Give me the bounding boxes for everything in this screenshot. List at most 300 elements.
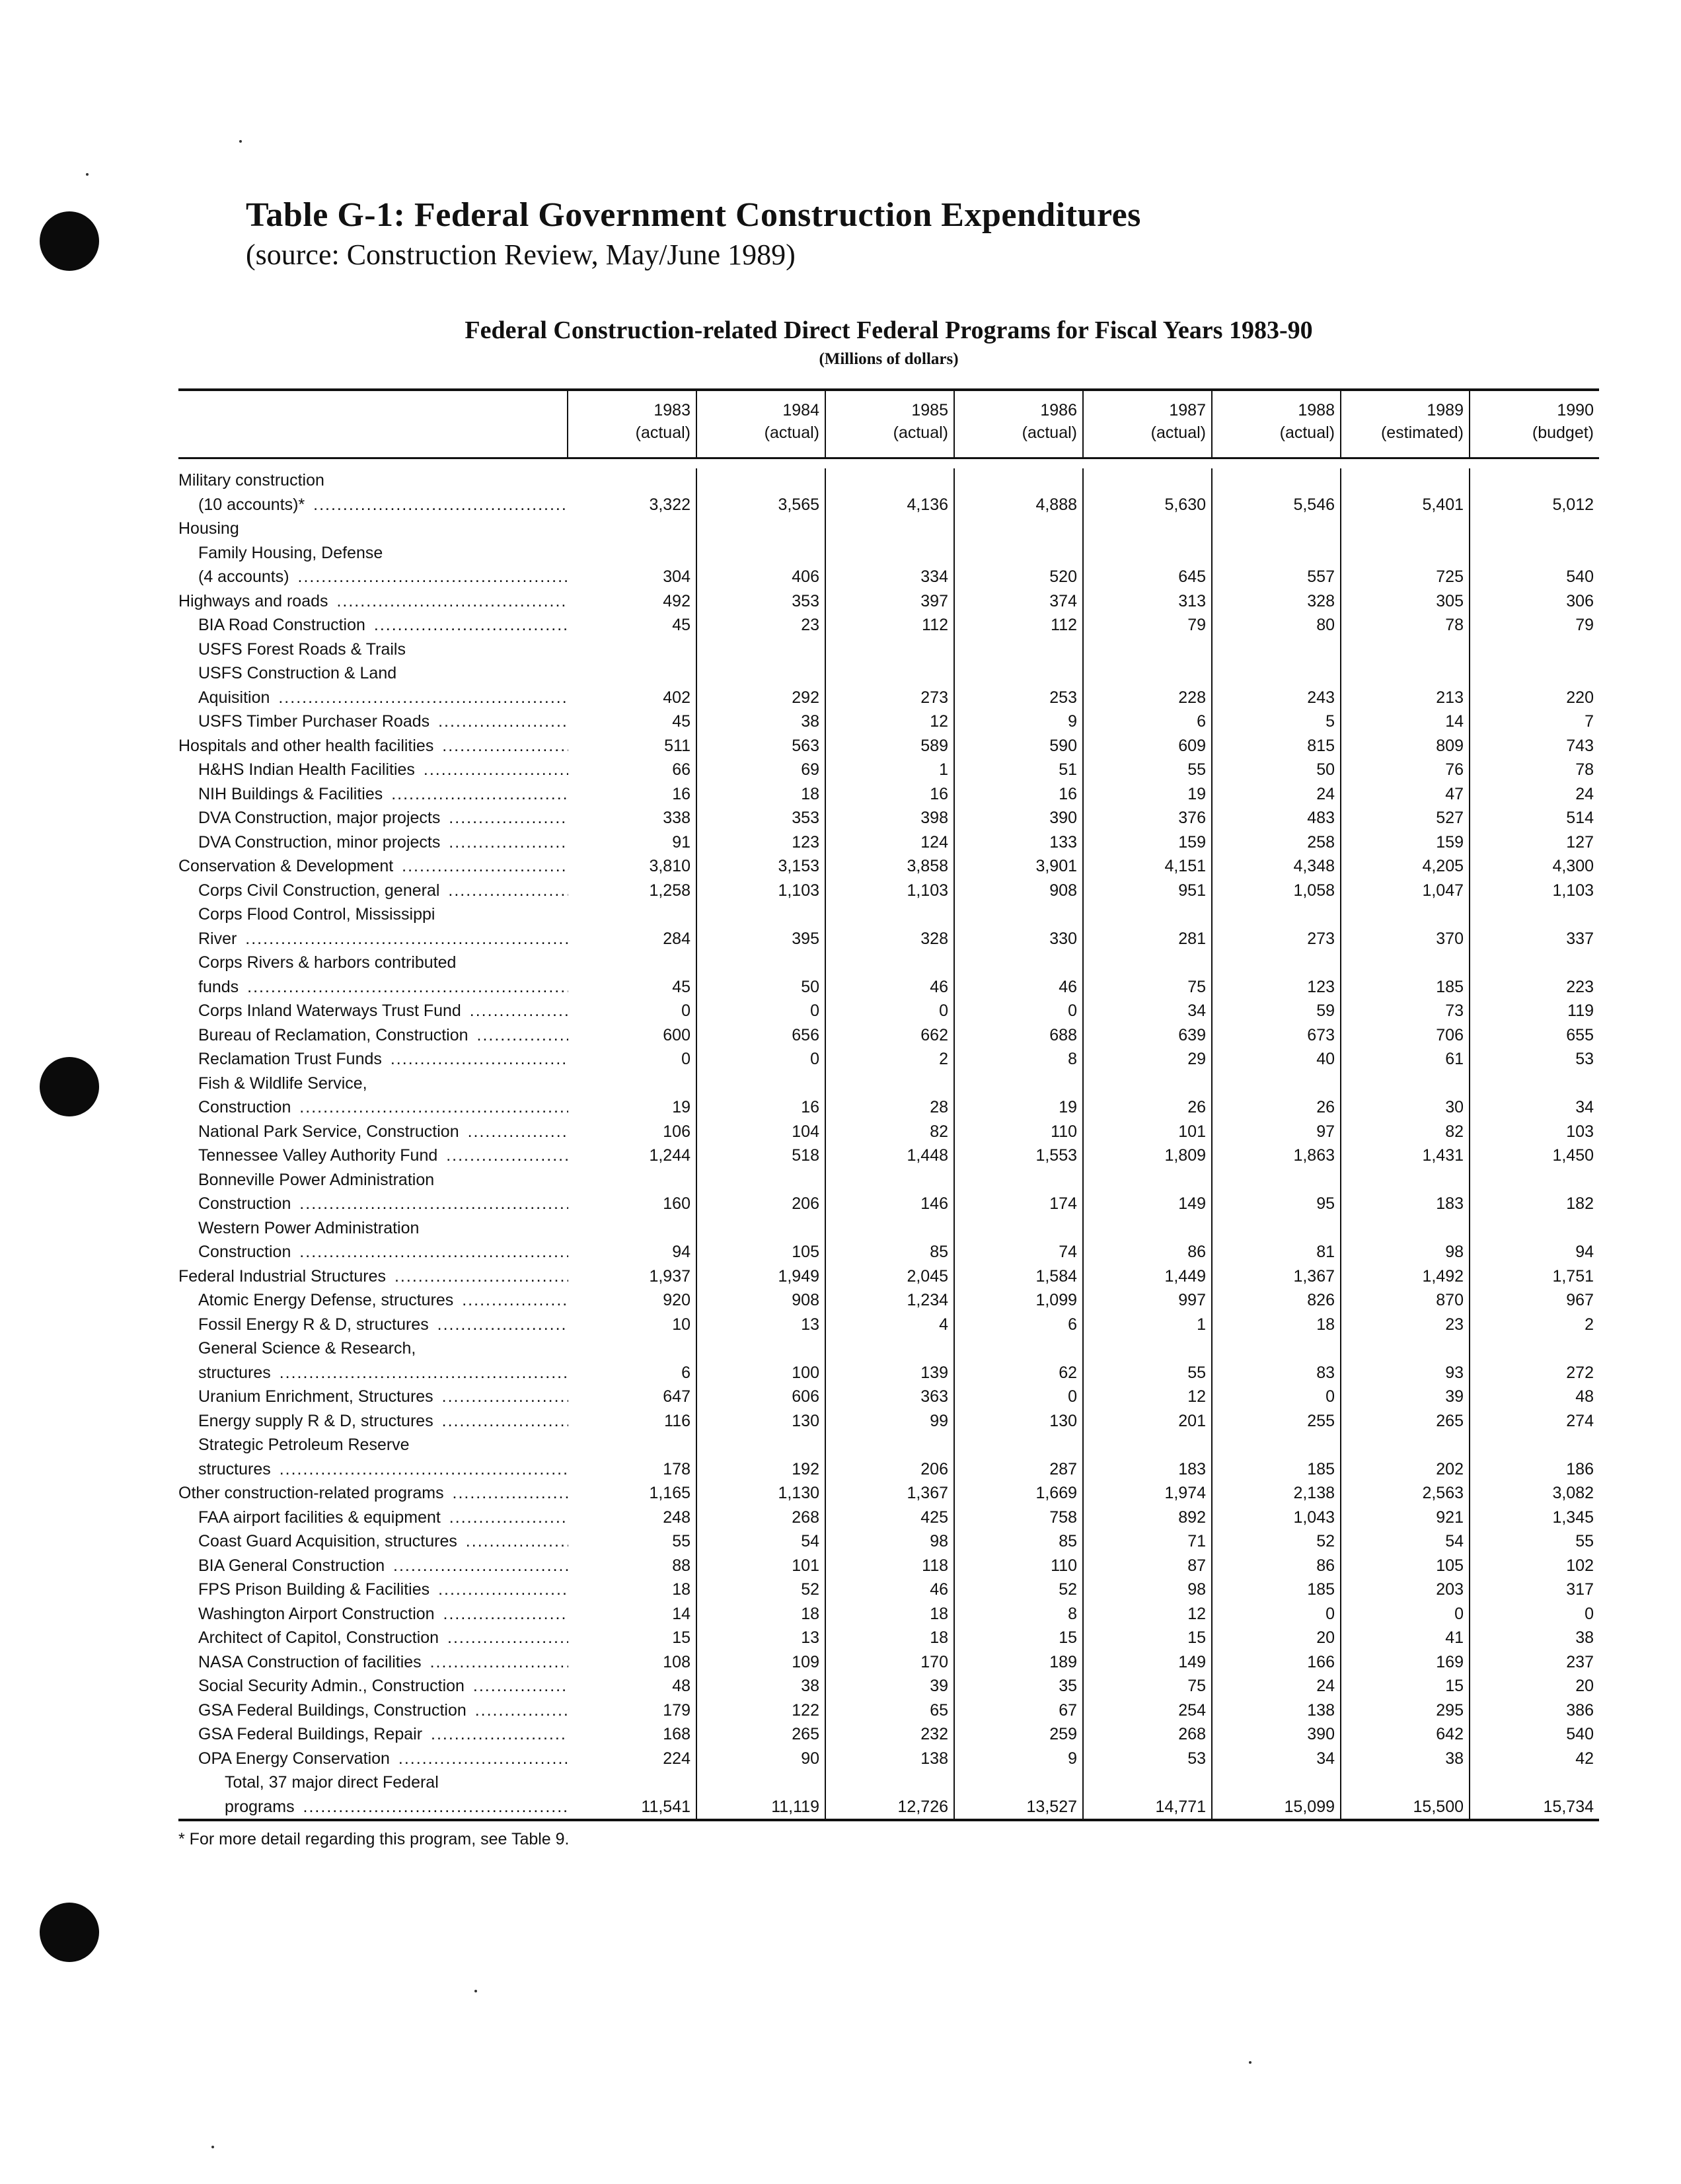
table-row xyxy=(178,541,1599,565)
cell-1990 xyxy=(1470,1336,1599,1361)
cell-1985: 118 xyxy=(826,1554,955,1578)
header-col-1988: 1988 (actual) xyxy=(1213,391,1341,457)
row-label: GSA Federal Buildings, Repair ..... xyxy=(178,1722,568,1747)
cell-1983: 284 xyxy=(568,927,697,951)
cell-1987: 268 xyxy=(1084,1722,1213,1747)
cell-1988 xyxy=(1213,541,1341,565)
cell-1984: 123 xyxy=(697,830,826,855)
table-row xyxy=(178,1578,1599,1602)
cell-1984 xyxy=(697,1072,826,1096)
table-row xyxy=(178,1747,1599,1771)
cell-1986: 3,901 xyxy=(955,854,1084,879)
row-label: Conservation & Development ..... xyxy=(178,854,568,879)
cell-1985: 397 xyxy=(826,589,955,614)
expenditures-table xyxy=(178,388,1599,1821)
table-subtitle: (Millions of dollars) xyxy=(819,350,959,368)
cell-1988: 557 xyxy=(1213,565,1341,589)
cell-1984: 90 xyxy=(697,1747,826,1771)
row-label: Washington Airport Construction ..... xyxy=(178,1602,568,1626)
cell-1989: 305 xyxy=(1341,589,1470,614)
cell-1988: 2,138 xyxy=(1213,1481,1341,1506)
cell-1984: 908 xyxy=(697,1288,826,1313)
cell-1989: 202 xyxy=(1341,1457,1470,1482)
cell-1983: 45 xyxy=(568,613,697,637)
cell-1985: 12 xyxy=(826,710,955,734)
cell-1986 xyxy=(955,541,1084,565)
cell-1990: 274 xyxy=(1566,1411,1594,1430)
cell-1985 xyxy=(826,637,955,662)
table-row xyxy=(178,1554,1599,1578)
cell-1985: 124 xyxy=(826,830,955,855)
cell-1984: 13 xyxy=(697,1626,826,1650)
row-label: funds ..... xyxy=(178,975,568,1000)
cell-1987 xyxy=(1084,517,1213,541)
cell-1986: 133 xyxy=(955,830,1084,855)
cell-1989: 203 xyxy=(1341,1578,1470,1602)
cell-1986: 74 xyxy=(955,1240,1084,1264)
cell-1988: 97 xyxy=(1213,1120,1341,1144)
cell-1984 xyxy=(697,1433,826,1457)
cell-1989: 4,205 xyxy=(1341,854,1470,879)
cell-1986: 1,099 xyxy=(955,1288,1084,1313)
cell-1987 xyxy=(1084,1216,1213,1241)
cell-1988: 1,043 xyxy=(1213,1506,1341,1530)
cell-1986: 110 xyxy=(955,1554,1084,1578)
cell-1985: 46 xyxy=(826,975,955,1000)
table-row xyxy=(178,1072,1599,1096)
cell-1986: 112 xyxy=(955,613,1084,637)
cell-1983 xyxy=(568,637,697,662)
cell-1988: 483 xyxy=(1213,806,1341,830)
table-row xyxy=(178,468,1599,493)
cell-1988 xyxy=(1213,902,1341,927)
cell-1988: 50 xyxy=(1213,758,1341,782)
cell-1986 xyxy=(955,1216,1084,1241)
cell-1987: 1,449 xyxy=(1084,1264,1213,1289)
cell-1987: 313 xyxy=(1084,589,1213,614)
cell-1990: 1,345 xyxy=(1552,1508,1594,1527)
cell-1984: 18 xyxy=(697,1602,826,1626)
row-label: General Science & Research, xyxy=(178,1336,568,1361)
cell-1985: 18 xyxy=(826,1626,955,1650)
cell-1986 xyxy=(955,637,1084,662)
cell-1990: 272 xyxy=(1566,1363,1594,1382)
cell-1983: 10 xyxy=(568,1313,697,1337)
cell-1988: 18 xyxy=(1213,1313,1341,1337)
table-row xyxy=(178,1698,1599,1723)
table-row xyxy=(178,1674,1599,1698)
cell-1988: 5,546 xyxy=(1213,493,1341,517)
cell-1989: 93 xyxy=(1341,1361,1470,1385)
cell-1988: 328 xyxy=(1213,589,1341,614)
cell-1990: 103 xyxy=(1566,1122,1594,1141)
cell-1983 xyxy=(568,951,697,975)
cell-1988: 52 xyxy=(1213,1529,1341,1554)
cell-1990: 743 xyxy=(1566,736,1594,755)
cell-1986 xyxy=(955,1168,1084,1192)
row-label: Family Housing, Defense xyxy=(178,541,568,565)
cell-1988: 0 xyxy=(1213,1385,1341,1409)
cell-1989 xyxy=(1341,1336,1470,1361)
row-label: River ..... xyxy=(178,927,568,951)
cell-1984: 0 xyxy=(697,999,826,1023)
cell-1984: 353 xyxy=(697,806,826,830)
cell-1988: 81 xyxy=(1213,1240,1341,1264)
cell-1989: 265 xyxy=(1341,1409,1470,1434)
cell-1983: 45 xyxy=(568,975,697,1000)
table-row xyxy=(178,1288,1599,1313)
cell-1986: 85 xyxy=(955,1529,1084,1554)
cell-1990: 1,450 xyxy=(1552,1146,1594,1165)
cell-1987 xyxy=(1084,1770,1213,1795)
binder-hole-middle xyxy=(40,1057,99,1116)
cell-1988 xyxy=(1213,951,1341,975)
cell-1988 xyxy=(1213,1072,1341,1096)
cell-1983: 6 xyxy=(568,1361,697,1385)
binder-hole-bottom xyxy=(40,1903,99,1962)
table-row xyxy=(178,1168,1599,1192)
cell-1988: 26 xyxy=(1213,1095,1341,1120)
cell-1987 xyxy=(1084,1168,1213,1192)
row-label: Housing xyxy=(178,517,568,541)
cell-1983 xyxy=(568,902,697,927)
cell-1985: 82 xyxy=(826,1120,955,1144)
table-row xyxy=(178,1095,1599,1120)
cell-1989 xyxy=(1341,468,1470,493)
cell-1985: 139 xyxy=(826,1361,955,1385)
cell-1989: 0 xyxy=(1341,1602,1470,1626)
cell-1984: 518 xyxy=(697,1144,826,1168)
cell-1985: 170 xyxy=(826,1650,955,1675)
cell-1990: 42 xyxy=(1575,1749,1594,1768)
cell-1988: 95 xyxy=(1213,1192,1341,1216)
cell-1985: 1,234 xyxy=(826,1288,955,1313)
table-row xyxy=(178,1023,1599,1048)
cell-1987: 29 xyxy=(1084,1047,1213,1072)
cell-1986: 1,553 xyxy=(955,1144,1084,1168)
cell-1985: 12,726 xyxy=(826,1795,955,1819)
header-program xyxy=(178,391,568,457)
cell-1989: 370 xyxy=(1341,927,1470,951)
cell-1990: 34 xyxy=(1575,1098,1594,1116)
cell-1987 xyxy=(1084,541,1213,565)
cell-1987: 1,974 xyxy=(1084,1481,1213,1506)
cell-1989: 870 xyxy=(1341,1288,1470,1313)
cell-1989 xyxy=(1341,661,1470,686)
cell-1984: 11,119 xyxy=(697,1795,826,1819)
cell-1990 xyxy=(1470,541,1599,565)
header-col-1984: 1984 (actual) xyxy=(697,391,826,457)
header-col-1985: 1985 (actual) xyxy=(826,391,955,457)
cell-1986 xyxy=(955,1336,1084,1361)
cell-1984: 105 xyxy=(697,1240,826,1264)
cell-1987: 201 xyxy=(1084,1409,1213,1434)
row-label: structures ..... xyxy=(178,1457,568,1482)
cell-1987: 71 xyxy=(1084,1529,1213,1554)
cell-1987: 376 xyxy=(1084,806,1213,830)
cell-1987: 4,151 xyxy=(1084,854,1213,879)
cell-1983: 160 xyxy=(568,1192,697,1216)
row-label: (4 accounts) ..... xyxy=(178,565,568,589)
cell-1983: 1,258 xyxy=(568,879,697,903)
cell-1985: 206 xyxy=(826,1457,955,1482)
cell-1987: 75 xyxy=(1084,1674,1213,1698)
row-label: BIA Road Construction ..... xyxy=(178,613,568,637)
row-label: DVA Construction, major projects ..... xyxy=(178,806,568,830)
row-label: USFS Forest Roads & Trails xyxy=(178,637,568,662)
cell-1990 xyxy=(1470,468,1599,493)
cell-1988 xyxy=(1213,1336,1341,1361)
cell-1989: 105 xyxy=(1341,1554,1470,1578)
cell-1983 xyxy=(568,541,697,565)
cell-1987: 892 xyxy=(1084,1506,1213,1530)
cell-1990: 237 xyxy=(1566,1652,1594,1671)
cell-1990: 78 xyxy=(1575,760,1594,779)
row-label: Corps Flood Control, Mississippi xyxy=(178,902,568,927)
cell-1989: 15 xyxy=(1341,1674,1470,1698)
cell-1990: 3,082 xyxy=(1552,1484,1594,1502)
binder-hole-top xyxy=(40,211,99,271)
row-label: OPA Energy Conservation ..... xyxy=(178,1747,568,1771)
cell-1983: 179 xyxy=(568,1698,697,1723)
row-label: Energy supply R & D, structures ..... xyxy=(178,1409,568,1434)
cell-1985: 662 xyxy=(826,1023,955,1048)
cell-1985: 65 xyxy=(826,1698,955,1723)
cell-1988: 826 xyxy=(1213,1288,1341,1313)
cell-1983: 14 xyxy=(568,1602,697,1626)
cell-1983: 106 xyxy=(568,1120,697,1144)
cell-1983: 3,810 xyxy=(568,854,697,879)
cell-1990: 186 xyxy=(1566,1459,1594,1478)
table-row xyxy=(178,879,1599,903)
cell-1989 xyxy=(1341,637,1470,662)
cell-1987: 159 xyxy=(1084,830,1213,855)
cell-1984: 109 xyxy=(697,1650,826,1675)
cell-1990: 15,734 xyxy=(1543,1797,1594,1816)
cell-1989: 169 xyxy=(1341,1650,1470,1675)
cell-1985: 112 xyxy=(826,613,955,637)
cell-1990 xyxy=(1470,1216,1599,1241)
row-label: NIH Buildings & Facilities ..... xyxy=(178,782,568,807)
row-label: Bonneville Power Administration xyxy=(178,1168,568,1192)
cell-1989: 39 xyxy=(1341,1385,1470,1409)
cell-1985: 138 xyxy=(826,1747,955,1771)
cell-1985: 98 xyxy=(826,1529,955,1554)
cell-1986: 51 xyxy=(955,758,1084,782)
table-row xyxy=(178,1120,1599,1144)
cell-1986: 390 xyxy=(955,806,1084,830)
cell-1988 xyxy=(1213,468,1341,493)
cell-1987: 639 xyxy=(1084,1023,1213,1048)
cell-1990: 317 xyxy=(1566,1580,1594,1599)
table-header xyxy=(178,391,1599,459)
cell-1988 xyxy=(1213,1770,1341,1795)
cell-1986: 520 xyxy=(955,565,1084,589)
cell-1985 xyxy=(826,1336,955,1361)
cell-1985: 3,858 xyxy=(826,854,955,879)
cell-1988: 1,863 xyxy=(1213,1144,1341,1168)
table-row xyxy=(178,1385,1599,1409)
table-row xyxy=(178,637,1599,662)
cell-1990: 514 xyxy=(1566,809,1594,827)
cell-1989: 54 xyxy=(1341,1529,1470,1554)
cell-1988: 0 xyxy=(1213,1602,1341,1626)
cell-1987 xyxy=(1084,1433,1213,1457)
header-col-1983: 1983 (actual) xyxy=(568,391,697,457)
cell-1989: 15,500 xyxy=(1341,1795,1470,1819)
table-row xyxy=(178,1192,1599,1216)
cell-1986: 0 xyxy=(955,999,1084,1023)
cell-1985 xyxy=(826,1216,955,1241)
cell-1983 xyxy=(568,1336,697,1361)
cell-1988: 138 xyxy=(1213,1698,1341,1723)
row-label: Highways and roads ..... xyxy=(178,589,568,614)
cell-1986: 0 xyxy=(955,1385,1084,1409)
table-row xyxy=(178,1481,1599,1506)
cell-1984: 206 xyxy=(697,1192,826,1216)
cell-1987: 1 xyxy=(1084,1313,1213,1337)
scan-speck xyxy=(211,2146,214,2148)
cell-1989: 73 xyxy=(1341,999,1470,1023)
cell-1987: 15 xyxy=(1084,1626,1213,1650)
cell-1983: 116 xyxy=(568,1409,697,1434)
row-label: National Park Service, Construction ..... xyxy=(178,1120,568,1144)
cell-1983: 45 xyxy=(568,710,697,734)
cell-1983: 11,541 xyxy=(568,1795,697,1819)
table-row xyxy=(178,975,1599,1000)
cell-1983: 15 xyxy=(568,1626,697,1650)
row-label: FAA airport facilities & equipment ..... xyxy=(178,1506,568,1530)
cell-1986: 8 xyxy=(955,1047,1084,1072)
cell-1989: 38 xyxy=(1341,1747,1470,1771)
table-row xyxy=(178,734,1599,758)
table-row xyxy=(178,493,1599,517)
cell-1985: 2,045 xyxy=(826,1264,955,1289)
table-row xyxy=(178,758,1599,782)
cell-1983: 304 xyxy=(568,565,697,589)
table-row xyxy=(178,1409,1599,1434)
cell-1984: 69 xyxy=(697,758,826,782)
cell-1988: 273 xyxy=(1213,927,1341,951)
row-label: Aquisition ..... xyxy=(178,686,568,710)
cell-1989 xyxy=(1341,1072,1470,1096)
table-row xyxy=(178,1216,1599,1241)
cell-1990: 306 xyxy=(1566,591,1594,610)
cell-1984 xyxy=(697,541,826,565)
cell-1985 xyxy=(826,468,955,493)
cell-1987: 183 xyxy=(1084,1457,1213,1482)
cell-1985: 85 xyxy=(826,1240,955,1264)
cell-1983: 1,165 xyxy=(568,1481,697,1506)
cell-1983: 16 xyxy=(568,782,697,807)
cell-1983: 511 xyxy=(568,734,697,758)
table-row xyxy=(178,1047,1599,1072)
cell-1984 xyxy=(697,951,826,975)
scan-speck xyxy=(86,173,89,176)
cell-1984: 3,153 xyxy=(697,854,826,879)
cell-1989: 1,492 xyxy=(1341,1264,1470,1289)
cell-1989: 1,047 xyxy=(1341,879,1470,903)
row-label: USFS Timber Purchaser Roads ..... xyxy=(178,710,568,734)
cell-1985 xyxy=(826,1770,955,1795)
cell-1990: 20 xyxy=(1575,1677,1594,1695)
cell-1984: 122 xyxy=(697,1698,826,1723)
table-row xyxy=(178,782,1599,807)
cell-1986: 9 xyxy=(955,710,1084,734)
cell-1985: 273 xyxy=(826,686,955,710)
table-row xyxy=(178,1144,1599,1168)
cell-1986: 16 xyxy=(955,782,1084,807)
cell-1988 xyxy=(1213,1216,1341,1241)
cell-1990 xyxy=(1470,1433,1599,1457)
cell-1988 xyxy=(1213,661,1341,686)
cell-1986: 330 xyxy=(955,927,1084,951)
cell-1987: 79 xyxy=(1084,613,1213,637)
cell-1984: 104 xyxy=(697,1120,826,1144)
cell-1990: 48 xyxy=(1575,1387,1594,1406)
cell-1987: 254 xyxy=(1084,1698,1213,1723)
cell-1990 xyxy=(1470,1168,1599,1192)
cell-1987 xyxy=(1084,951,1213,975)
cell-1990: 2 xyxy=(1585,1315,1594,1334)
table-row xyxy=(178,1506,1599,1530)
cell-1986: 259 xyxy=(955,1722,1084,1747)
cell-1984: 353 xyxy=(697,589,826,614)
page-source: (source: Construction Review, May/June 1989) xyxy=(246,238,796,271)
cell-1984: 16 xyxy=(697,1095,826,1120)
cell-1985: 1,448 xyxy=(826,1144,955,1168)
cell-1989: 98 xyxy=(1341,1240,1470,1264)
cell-1985: 4 xyxy=(826,1313,955,1337)
table-row xyxy=(178,1336,1599,1361)
cell-1984: 54 xyxy=(697,1529,826,1554)
cell-1986: 189 xyxy=(955,1650,1084,1675)
cell-1986: 4,888 xyxy=(955,493,1084,517)
cell-1988: 4,348 xyxy=(1213,854,1341,879)
row-label: USFS Construction & Land xyxy=(178,661,568,686)
cell-1983: 168 xyxy=(568,1722,697,1747)
cell-1984 xyxy=(697,661,826,686)
cell-1986: 253 xyxy=(955,686,1084,710)
cell-1984 xyxy=(697,1216,826,1241)
cell-1989: 921 xyxy=(1341,1506,1470,1530)
cell-1985: 99 xyxy=(826,1409,955,1434)
cell-1983: 647 xyxy=(568,1385,697,1409)
cell-1986: 52 xyxy=(955,1578,1084,1602)
row-label: Reclamation Trust Funds ..... xyxy=(178,1047,568,1072)
row-label: Corps Rivers & harbors contributed xyxy=(178,951,568,975)
cell-1989: 213 xyxy=(1341,686,1470,710)
cell-1990: 5,012 xyxy=(1552,495,1594,514)
cell-1987: 951 xyxy=(1084,879,1213,903)
cell-1983: 19 xyxy=(568,1095,697,1120)
cell-1984: 656 xyxy=(697,1023,826,1048)
row-label: Federal Industrial Structures ..... xyxy=(178,1264,568,1289)
cell-1985: 18 xyxy=(826,1602,955,1626)
cell-1987: 86 xyxy=(1084,1240,1213,1264)
cell-1984: 101 xyxy=(697,1554,826,1578)
cell-1986: 590 xyxy=(955,734,1084,758)
row-label: (10 accounts)* ..... xyxy=(178,493,568,517)
cell-1988: 258 xyxy=(1213,830,1341,855)
table-row xyxy=(178,589,1599,614)
cell-1988: 390 xyxy=(1213,1722,1341,1747)
cell-1983: 66 xyxy=(568,758,697,782)
cell-1989 xyxy=(1341,541,1470,565)
cell-1988: 815 xyxy=(1213,734,1341,758)
cell-1990: 53 xyxy=(1575,1050,1594,1068)
cell-1987 xyxy=(1084,1072,1213,1096)
